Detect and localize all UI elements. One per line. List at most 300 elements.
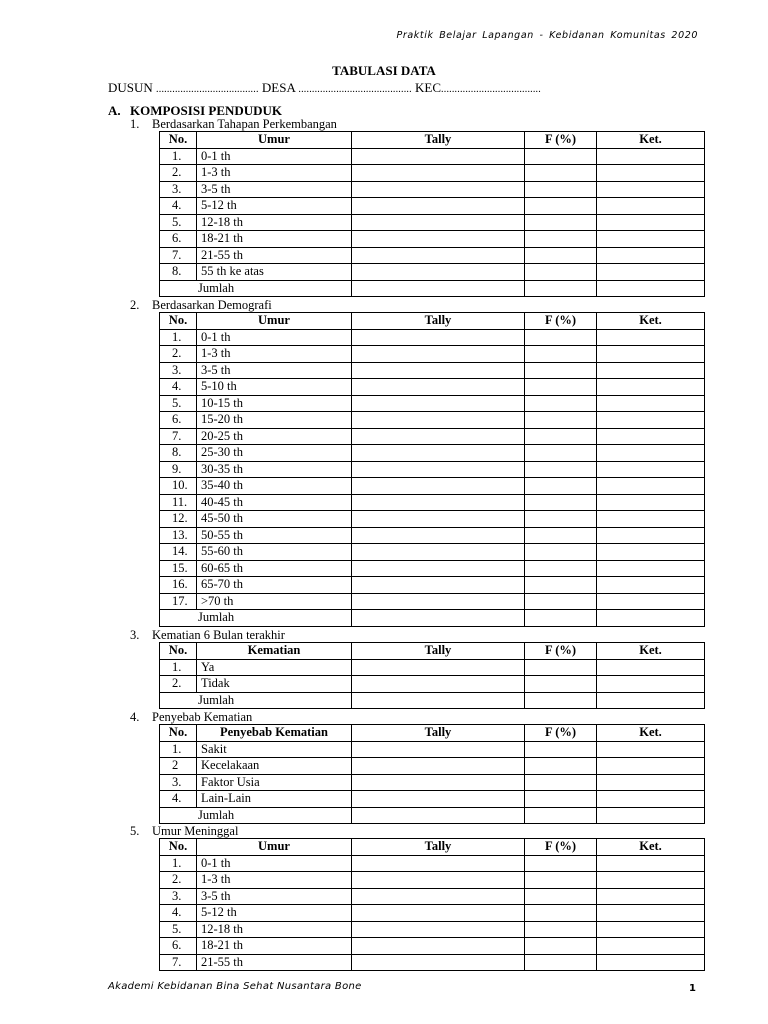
frequency-cell[interactable] <box>525 329 597 346</box>
row-label: 21-55 th <box>197 954 352 971</box>
row-label: 1-3 th <box>197 165 352 182</box>
frequency-cell[interactable] <box>525 494 597 511</box>
row-label: 55 th ke atas <box>197 264 352 281</box>
row-label: 65-70 th <box>197 577 352 594</box>
frequency-total-cell[interactable] <box>525 610 597 627</box>
table-header-row <box>160 313 705 330</box>
table-kematian <box>159 642 705 709</box>
column-header: No. <box>160 313 197 330</box>
keterangan-cell[interactable] <box>597 741 705 758</box>
keterangan-cell[interactable] <box>597 461 705 478</box>
table-row <box>160 791 705 808</box>
tally-cell[interactable] <box>352 214 525 231</box>
frequency-cell[interactable] <box>525 905 597 922</box>
keterangan-cell[interactable] <box>597 395 705 412</box>
row-number: 8. <box>160 264 197 281</box>
row-label: 30-35 th <box>197 461 352 478</box>
keterangan-cell[interactable] <box>597 214 705 231</box>
row-number: 6. <box>160 231 197 248</box>
keterangan-cell[interactable] <box>597 329 705 346</box>
column-header: Penyebab Kematian <box>197 725 352 742</box>
row-number: 1. <box>160 659 197 676</box>
keterangan-cell[interactable] <box>597 346 705 363</box>
row-label: >70 th <box>197 593 352 610</box>
table-row <box>160 198 705 215</box>
desa-field[interactable]: .......................................... <box>298 84 412 95</box>
table-row <box>160 527 705 544</box>
tally-total-cell[interactable] <box>352 692 525 709</box>
table-demografi <box>159 312 705 627</box>
table-tahapan-perkembangan <box>159 131 705 297</box>
frequency-cell[interactable] <box>525 593 597 610</box>
frequency-cell[interactable] <box>525 511 597 528</box>
table-row <box>160 165 705 182</box>
table-row <box>160 478 705 495</box>
row-label: Kecelakaan <box>197 758 352 775</box>
keterangan-cell[interactable] <box>597 676 705 693</box>
frequency-cell[interactable] <box>525 148 597 165</box>
frequency-cell[interactable] <box>525 758 597 775</box>
row-number: 14. <box>160 544 197 561</box>
tally-cell[interactable] <box>352 527 525 544</box>
frequency-cell[interactable] <box>525 938 597 955</box>
tally-cell[interactable] <box>352 938 525 955</box>
row-label: Ya <box>197 659 352 676</box>
address-line <box>108 80 541 96</box>
row-number: 9. <box>160 461 197 478</box>
total-row <box>160 610 705 627</box>
table-row <box>160 855 705 872</box>
row-label: 45-50 th <box>197 511 352 528</box>
table-row <box>160 247 705 264</box>
frequency-cell[interactable] <box>525 872 597 889</box>
frequency-cell[interactable] <box>525 676 597 693</box>
subheading-demografi <box>130 298 272 312</box>
row-number: 4. <box>160 791 197 808</box>
frequency-cell[interactable] <box>525 774 597 791</box>
column-header: No. <box>160 839 197 856</box>
frequency-cell[interactable] <box>525 791 597 808</box>
subheading-number: 5. <box>130 824 140 838</box>
column-header: Ket. <box>597 313 705 330</box>
keterangan-cell[interactable] <box>597 593 705 610</box>
subheading-text: Umur Meninggal <box>152 824 239 838</box>
row-number: 5. <box>160 214 197 231</box>
tally-cell[interactable] <box>352 148 525 165</box>
keterangan-cell[interactable] <box>597 577 705 594</box>
total-label: Jumlah <box>160 280 352 297</box>
page-number: 1 <box>689 983 696 994</box>
table-row <box>160 461 705 478</box>
keterangan-cell[interactable] <box>597 428 705 445</box>
row-label: 60-65 th <box>197 560 352 577</box>
column-header: Tally <box>352 313 525 330</box>
tally-cell[interactable] <box>352 247 525 264</box>
desa-label: DESA <box>261 80 296 95</box>
table-row <box>160 954 705 971</box>
row-label: 5-10 th <box>197 379 352 396</box>
subheading-number: 1. <box>130 117 140 131</box>
row-label: Faktor Usia <box>197 774 352 791</box>
keterangan-cell[interactable] <box>597 888 705 905</box>
row-label: 1-3 th <box>197 346 352 363</box>
frequency-cell[interactable] <box>525 478 597 495</box>
column-header: Tally <box>352 132 525 149</box>
row-label: 3-5 th <box>197 888 352 905</box>
frequency-cell[interactable] <box>525 214 597 231</box>
keterangan-total-cell[interactable] <box>597 280 705 297</box>
row-label: 21-55 th <box>197 247 352 264</box>
row-number: 17. <box>160 593 197 610</box>
subheading-text: Berdasarkan Demografi <box>152 298 272 312</box>
row-label: 10-15 th <box>197 395 352 412</box>
table-row <box>160 758 705 775</box>
keterangan-cell[interactable] <box>597 148 705 165</box>
keterangan-cell[interactable] <box>597 478 705 495</box>
tally-cell[interactable] <box>352 577 525 594</box>
row-label: 40-45 th <box>197 494 352 511</box>
frequency-cell[interactable] <box>525 544 597 561</box>
frequency-cell[interactable] <box>525 181 597 198</box>
column-header: Kematian <box>197 643 352 660</box>
section-title: KOMPOSISI PENDUDUK <box>130 103 283 118</box>
tally-cell[interactable] <box>352 181 525 198</box>
keterangan-cell[interactable] <box>597 247 705 264</box>
frequency-cell[interactable] <box>525 888 597 905</box>
subheading-umur-meninggal <box>130 824 238 838</box>
row-number: 1. <box>160 148 197 165</box>
row-number: 5. <box>160 395 197 412</box>
table-umur-meninggal <box>159 838 705 971</box>
row-label: Sakit <box>197 741 352 758</box>
row-label: Tidak <box>197 676 352 693</box>
table-penyebab-kematian <box>159 724 705 824</box>
frequency-cell[interactable] <box>525 346 597 363</box>
row-label: 55-60 th <box>197 544 352 561</box>
row-number: 4. <box>160 379 197 396</box>
keterangan-cell[interactable] <box>597 527 705 544</box>
frequency-cell[interactable] <box>525 379 597 396</box>
column-header: Umur <box>197 313 352 330</box>
keterangan-total-cell[interactable] <box>597 807 705 824</box>
table-row <box>160 264 705 281</box>
row-label: 5-12 th <box>197 198 352 215</box>
row-label: 15-20 th <box>197 412 352 429</box>
tally-cell[interactable] <box>352 855 525 872</box>
keterangan-total-cell[interactable] <box>597 692 705 709</box>
row-label: 18-21 th <box>197 231 352 248</box>
frequency-cell[interactable] <box>525 198 597 215</box>
frequency-cell[interactable] <box>525 855 597 872</box>
frequency-cell[interactable] <box>525 395 597 412</box>
frequency-cell[interactable] <box>525 659 597 676</box>
subheading-text: Berdasarkan Tahapan Perkembangan <box>152 117 337 131</box>
tally-cell[interactable] <box>352 659 525 676</box>
subheading-tahapan <box>130 117 337 131</box>
frequency-cell[interactable] <box>525 362 597 379</box>
tally-cell[interactable] <box>352 198 525 215</box>
keterangan-cell[interactable] <box>597 544 705 561</box>
row-label: 20-25 th <box>197 428 352 445</box>
table-row <box>160 412 705 429</box>
table-row <box>160 593 705 610</box>
table-row <box>160 346 705 363</box>
table-header-row <box>160 725 705 742</box>
keterangan-cell[interactable] <box>597 379 705 396</box>
keterangan-cell[interactable] <box>597 198 705 215</box>
row-label: 0-1 th <box>197 148 352 165</box>
column-header: No. <box>160 725 197 742</box>
keterangan-cell[interactable] <box>597 954 705 971</box>
frequency-cell[interactable] <box>525 428 597 445</box>
tally-total-cell[interactable] <box>352 807 525 824</box>
row-number: 1. <box>160 855 197 872</box>
frequency-cell[interactable] <box>525 247 597 264</box>
row-number: 7. <box>160 954 197 971</box>
tally-cell[interactable] <box>352 264 525 281</box>
table-row <box>160 379 705 396</box>
column-header: F (%) <box>525 839 597 856</box>
keterangan-cell[interactable] <box>597 791 705 808</box>
frequency-cell[interactable] <box>525 461 597 478</box>
column-header: Ket. <box>597 839 705 856</box>
row-label: 35-40 th <box>197 478 352 495</box>
column-header: Tally <box>352 643 525 660</box>
row-label: Lain-Lain <box>197 791 352 808</box>
table-row <box>160 888 705 905</box>
tally-cell[interactable] <box>352 395 525 412</box>
table-row <box>160 181 705 198</box>
column-header: Umur <box>197 839 352 856</box>
table-row <box>160 676 705 693</box>
row-label: 1-3 th <box>197 872 352 889</box>
frequency-cell[interactable] <box>525 577 597 594</box>
tally-cell[interactable] <box>352 921 525 938</box>
tally-cell[interactable] <box>352 165 525 182</box>
subheading-text: Kematian 6 Bulan terakhir <box>152 628 285 642</box>
running-header: Praktik Belajar Lapangan - Kebidanan Komunitas 2020 <box>396 30 698 41</box>
table-row <box>160 872 705 889</box>
tally-cell[interactable] <box>352 888 525 905</box>
tally-cell[interactable] <box>352 461 525 478</box>
subheading-number: 2. <box>130 298 140 312</box>
tally-cell[interactable] <box>352 758 525 775</box>
footer-institution: Akademi Kebidanan Bina Sehat Nusantara Bone <box>108 981 362 992</box>
frequency-cell[interactable] <box>525 741 597 758</box>
row-number: 2 <box>160 758 197 775</box>
column-header: Tally <box>352 725 525 742</box>
tally-cell[interactable] <box>352 560 525 577</box>
frequency-cell[interactable] <box>525 165 597 182</box>
table-row <box>160 921 705 938</box>
keterangan-cell[interactable] <box>597 165 705 182</box>
row-number: 7. <box>160 247 197 264</box>
row-number: 2. <box>160 346 197 363</box>
table-row <box>160 362 705 379</box>
row-number: 6. <box>160 412 197 429</box>
column-header: Ket. <box>597 643 705 660</box>
tally-cell[interactable] <box>352 428 525 445</box>
row-number: 2. <box>160 165 197 182</box>
keterangan-cell[interactable] <box>597 560 705 577</box>
tally-cell[interactable] <box>352 774 525 791</box>
column-header: F (%) <box>525 643 597 660</box>
keterangan-cell[interactable] <box>597 774 705 791</box>
tally-cell[interactable] <box>352 412 525 429</box>
tally-cell[interactable] <box>352 511 525 528</box>
frequency-cell[interactable] <box>525 231 597 248</box>
keterangan-cell[interactable] <box>597 412 705 429</box>
column-header: No. <box>160 132 197 149</box>
keterangan-cell[interactable] <box>597 905 705 922</box>
keterangan-cell[interactable] <box>597 445 705 462</box>
frequency-total-cell[interactable] <box>525 280 597 297</box>
tally-total-cell[interactable] <box>352 610 525 627</box>
table-header-row <box>160 132 705 149</box>
column-header: F (%) <box>525 725 597 742</box>
row-label: 12-18 th <box>197 921 352 938</box>
keterangan-cell[interactable] <box>597 872 705 889</box>
frequency-cell[interactable] <box>525 560 597 577</box>
section-letter: A. <box>108 103 121 118</box>
kec-field[interactable]: ..................................... <box>441 84 541 95</box>
total-row <box>160 692 705 709</box>
page-title: TABULASI DATA <box>332 63 436 78</box>
row-label: 12-18 th <box>197 214 352 231</box>
table-row <box>160 905 705 922</box>
subheading-number: 3. <box>130 628 140 642</box>
tally-cell[interactable] <box>352 362 525 379</box>
row-number: 8. <box>160 445 197 462</box>
row-number: 10. <box>160 478 197 495</box>
row-number: 6. <box>160 938 197 955</box>
column-header: F (%) <box>525 132 597 149</box>
frequency-cell[interactable] <box>525 264 597 281</box>
tally-cell[interactable] <box>352 379 525 396</box>
keterangan-cell[interactable] <box>597 264 705 281</box>
tally-cell[interactable] <box>352 791 525 808</box>
keterangan-cell[interactable] <box>597 758 705 775</box>
row-label: 18-21 th <box>197 938 352 955</box>
table-header-row <box>160 839 705 856</box>
total-row <box>160 280 705 297</box>
row-number: 3. <box>160 774 197 791</box>
table-row <box>160 511 705 528</box>
keterangan-cell[interactable] <box>597 938 705 955</box>
row-label: 0-1 th <box>197 855 352 872</box>
frequency-total-cell[interactable] <box>525 692 597 709</box>
tally-cell[interactable] <box>352 494 525 511</box>
subheading-penyebab-kematian <box>130 710 252 724</box>
row-number: 3. <box>160 362 197 379</box>
row-label: 5-12 th <box>197 905 352 922</box>
frequency-cell[interactable] <box>525 954 597 971</box>
keterangan-cell[interactable] <box>597 231 705 248</box>
row-number: 4. <box>160 905 197 922</box>
table-row <box>160 428 705 445</box>
row-number: 3. <box>160 888 197 905</box>
tally-cell[interactable] <box>352 676 525 693</box>
row-label: 3-5 th <box>197 362 352 379</box>
row-number: 2. <box>160 872 197 889</box>
column-header: F (%) <box>525 313 597 330</box>
keterangan-cell[interactable] <box>597 362 705 379</box>
kec-label: KEC <box>415 80 442 95</box>
keterangan-cell[interactable] <box>597 921 705 938</box>
tally-cell[interactable] <box>352 741 525 758</box>
table-row <box>160 148 705 165</box>
tally-cell[interactable] <box>352 872 525 889</box>
keterangan-cell[interactable] <box>597 511 705 528</box>
total-label: Jumlah <box>160 807 352 824</box>
tally-cell[interactable] <box>352 905 525 922</box>
subheading-text: Penyebab Kematian <box>152 710 253 724</box>
tally-cell[interactable] <box>352 445 525 462</box>
table-row <box>160 214 705 231</box>
dusun-label: DUSUN <box>108 80 153 95</box>
row-number: 15. <box>160 560 197 577</box>
tally-cell[interactable] <box>352 346 525 363</box>
frequency-total-cell[interactable] <box>525 807 597 824</box>
table-header-row <box>160 643 705 660</box>
column-header: Umur <box>197 132 352 149</box>
subheading-number: 4. <box>130 710 140 724</box>
row-number: 1. <box>160 329 197 346</box>
tally-cell[interactable] <box>352 231 525 248</box>
dusun-field[interactable]: ...................................... <box>156 84 259 95</box>
row-number: 16. <box>160 577 197 594</box>
row-number: 4. <box>160 198 197 215</box>
tally-cell[interactable] <box>352 329 525 346</box>
keterangan-cell[interactable] <box>597 494 705 511</box>
row-number: 3. <box>160 181 197 198</box>
row-label: 0-1 th <box>197 329 352 346</box>
row-number: 1. <box>160 741 197 758</box>
row-number: 11. <box>160 494 197 511</box>
frequency-cell[interactable] <box>525 445 597 462</box>
row-label: 25-30 th <box>197 445 352 462</box>
table-row <box>160 329 705 346</box>
tally-total-cell[interactable] <box>352 280 525 297</box>
total-label: Jumlah <box>160 692 352 709</box>
keterangan-cell[interactable] <box>597 855 705 872</box>
frequency-cell[interactable] <box>525 921 597 938</box>
keterangan-cell[interactable] <box>597 659 705 676</box>
tally-cell[interactable] <box>352 954 525 971</box>
keterangan-total-cell[interactable] <box>597 610 705 627</box>
column-header: Ket. <box>597 132 705 149</box>
table-row <box>160 774 705 791</box>
subheading-kematian <box>130 628 285 642</box>
column-header: Tally <box>352 839 525 856</box>
tally-cell[interactable] <box>352 544 525 561</box>
tally-cell[interactable] <box>352 478 525 495</box>
table-row <box>160 659 705 676</box>
table-row <box>160 544 705 561</box>
tally-cell[interactable] <box>352 593 525 610</box>
row-number: 5. <box>160 921 197 938</box>
total-row <box>160 807 705 824</box>
frequency-cell[interactable] <box>525 412 597 429</box>
table-row <box>160 938 705 955</box>
total-label: Jumlah <box>160 610 352 627</box>
row-number: 12. <box>160 511 197 528</box>
table-row <box>160 741 705 758</box>
keterangan-cell[interactable] <box>597 181 705 198</box>
table-row <box>160 560 705 577</box>
row-label: 50-55 th <box>197 527 352 544</box>
frequency-cell[interactable] <box>525 527 597 544</box>
